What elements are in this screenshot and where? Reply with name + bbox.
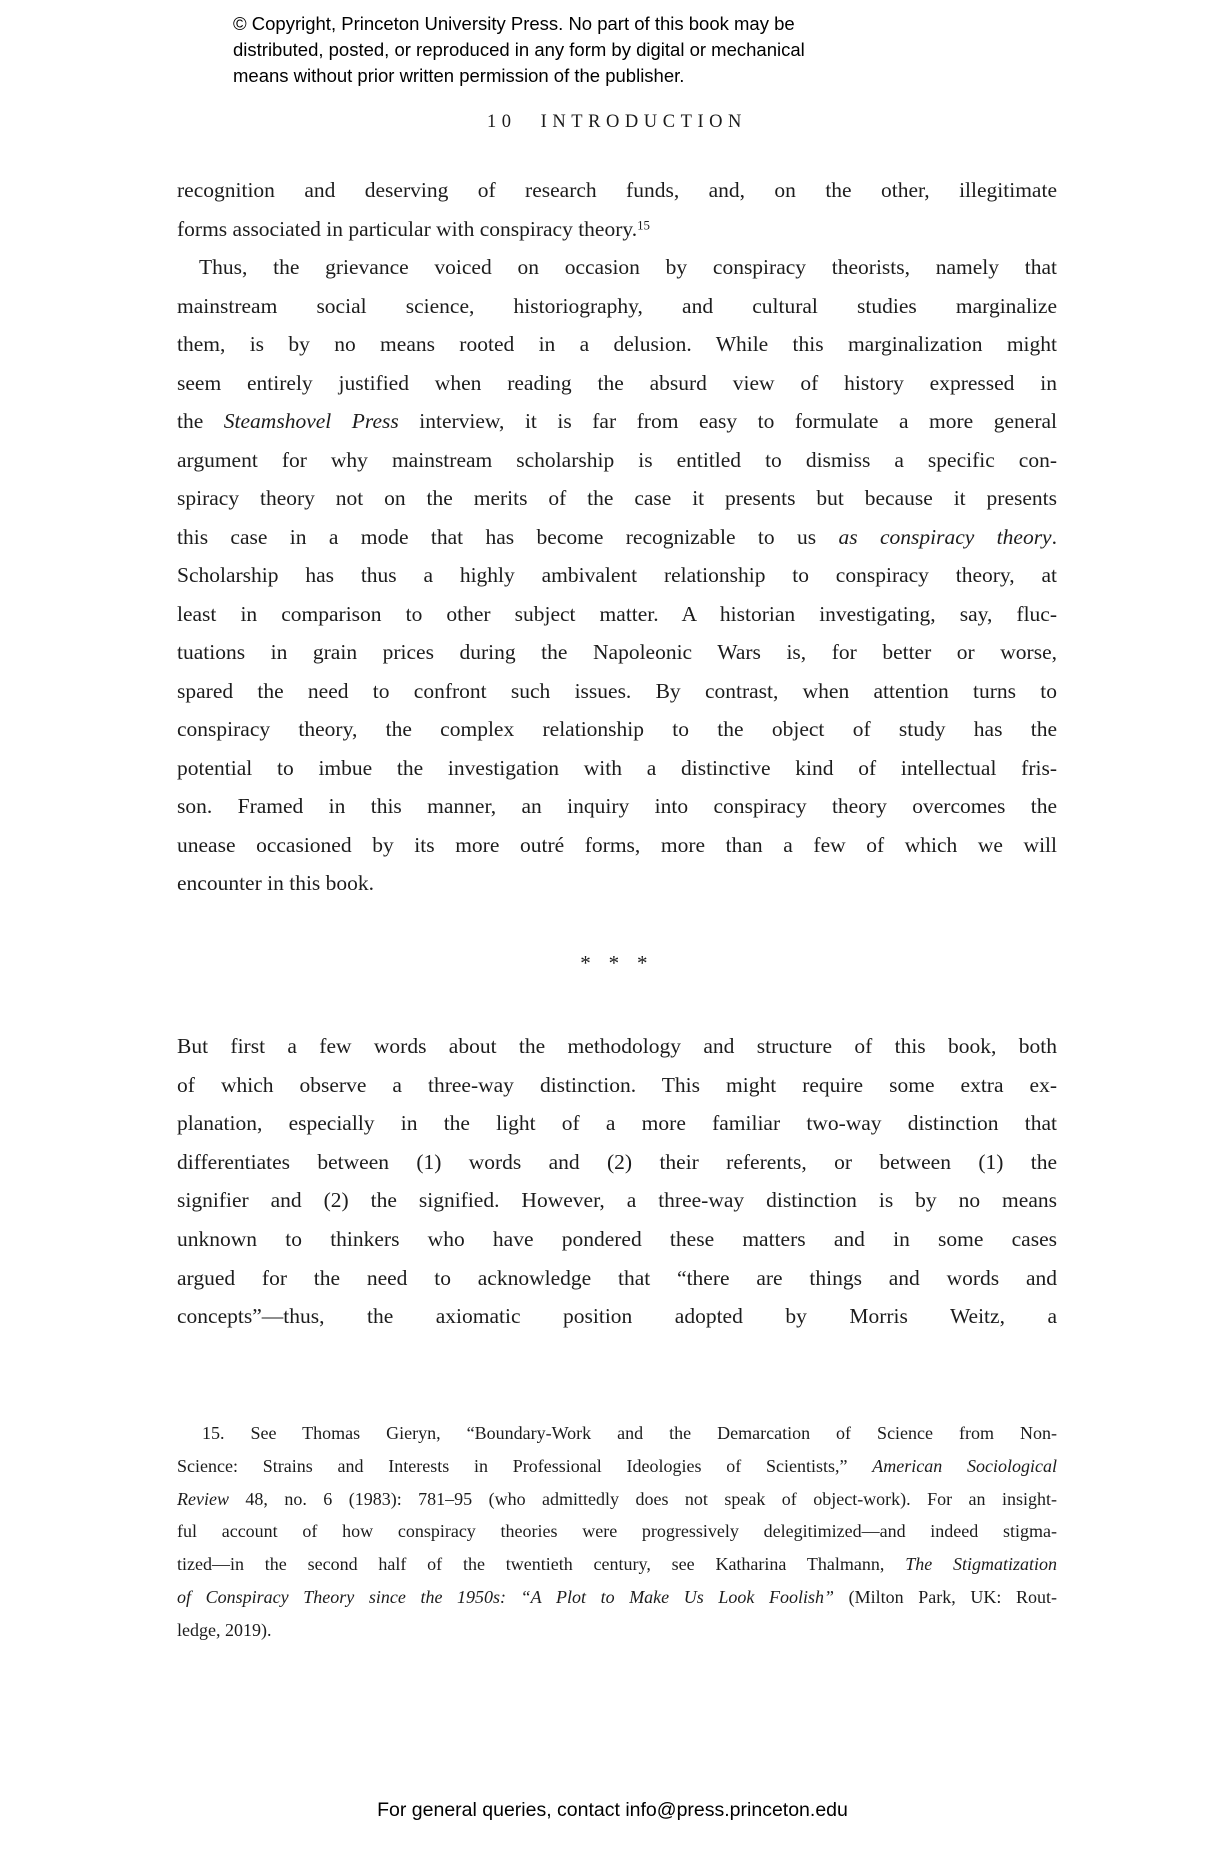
text-segment: ful account of how conspiracy theories were progressively delegitimized—and indeed stigma-: [177, 1521, 1057, 1542]
copyright-line: © Copyright, Princeton University Press. No part of this book may be: [233, 13, 795, 34]
body-text-line: [177, 248, 1057, 287]
footnote-text-line: [177, 1548, 1057, 1581]
text-segment: Scholarship has thus a highly ambivalent relationship to conspiracy theory, at: [177, 563, 1057, 587]
footnote-text-line: [177, 1483, 1057, 1516]
body-text-line: [177, 1220, 1057, 1259]
chapter-title: INTRODUCTION: [540, 112, 747, 132]
text-segment: Science: Strains and Interests in Professional Ideologies of Scientists,”: [177, 1455, 873, 1476]
footer-contact: For general queries, contact info@press.princeton.edu: [377, 1799, 848, 1821]
footnote-text-line: [177, 1614, 1057, 1647]
text-segment: recognition and deserving of research funds, and, on the other, illegitimate: [177, 178, 1057, 202]
body-text-line: [177, 1259, 1057, 1298]
body-text-line: [177, 210, 1057, 249]
text-segment: them, is by no means rooted in a delusion. While this marginalization might: [177, 332, 1057, 356]
body-text-line: [177, 787, 1057, 826]
body-text-line: [177, 556, 1057, 595]
body-text-after-break: [177, 1027, 1057, 1336]
text-segment: as conspiracy theory: [838, 524, 1052, 549]
text-segment: But first a few words about the methodology and structure of this book, both: [177, 1034, 1057, 1058]
text-segment: 48, no. 6 (1983): 781–95 (who admittedly does not speak of object-work). For an insight-: [228, 1488, 1057, 1509]
footnote-text-line: [177, 1450, 1057, 1483]
text-segment: argument for why mainstream scholarship is entitled to dismiss a specific con-: [177, 447, 1057, 472]
text-segment: seem entirely justified when reading the absurd view of history expressed in: [177, 370, 1057, 395]
body-text-line: [177, 364, 1057, 403]
copyright-line: distributed, posted, or reproduced in any form by digital or mechanical: [233, 39, 805, 60]
footnote-text-line: [177, 1417, 1057, 1450]
text-segment: ledge, 2019).: [177, 1619, 272, 1640]
text-segment: spiracy theory not on the merits of the case it presents but because it presents: [177, 486, 1057, 510]
body-text-before-break: [177, 171, 1057, 903]
body-text-line: [177, 710, 1057, 749]
text-segment: unease occasioned by its more outré forms, more than a few of which we will: [177, 832, 1057, 857]
text-segment: potential to imbue the investigation with a distinctive kind of intellectual fris-: [177, 755, 1057, 780]
text-segment: least in comparison to other subject matter. A historian investigating, say, fluc-: [177, 601, 1057, 626]
body-text-line: [177, 633, 1057, 672]
text-segment: Thus, the grievance voiced on occasion by conspiracy theorists, namely that: [199, 255, 1057, 279]
text-segment: concepts”—thus, the axiomatic position adopted by Morris Weitz, a: [177, 1304, 1057, 1329]
body-text-line: [177, 1297, 1057, 1336]
text-segment: The Stigmatization: [905, 1554, 1058, 1575]
text-segment: son. Framed in this manner, an inquiry into conspiracy theory overcomes the: [177, 794, 1057, 818]
body-text-line: [177, 171, 1057, 210]
text-segment: Steamshovel Press: [223, 409, 399, 433]
text-segment: tized—in the second half of the twentieth century, see Katharina Thalmann,: [177, 1554, 906, 1575]
text-segment: mainstream social science, historiography, and cultural studies marginalize: [177, 293, 1057, 318]
copyright-notice: [233, 11, 805, 89]
text-segment: forms associated in particular with conspiracy theory.: [177, 216, 638, 241]
copyright-line: means without prior written permission of the publisher.: [233, 65, 685, 86]
section-break-asterisks: * * *: [580, 951, 654, 975]
body-text-line: [177, 672, 1057, 711]
body-text-line: [177, 479, 1057, 518]
body-text-line: [177, 864, 1057, 903]
footnote-text-line: [177, 1515, 1057, 1548]
text-segment: (Milton Park, UK: Rout-: [834, 1586, 1057, 1607]
running-header: [177, 112, 1057, 133]
text-segment: interview, it is far from easy to formulate a more general: [398, 409, 1057, 433]
text-segment: the: [177, 409, 224, 433]
footnote-text-line: [177, 1581, 1057, 1614]
body-text-line: [177, 287, 1057, 326]
text-segment: differentiates between (1) words and (2) their referents, or between (1) the: [177, 1149, 1057, 1174]
body-text-line: [177, 749, 1057, 788]
text-segment: American Sociological: [872, 1455, 1057, 1476]
text-segment: tuations in grain prices during the Napoleonic Wars is, for better or worse,: [177, 640, 1057, 664]
body-text-line: [177, 1027, 1057, 1066]
body-text-line: [177, 1143, 1057, 1182]
text-segment: spared the need to confront such issues. By contrast, when attention turns to: [177, 678, 1057, 703]
body-text-line: [177, 325, 1057, 364]
text-segment: signifier and (2) the signified. However, a three-way distinction is by no means: [177, 1188, 1057, 1213]
text-segment: 15. See Thomas Gieryn, “Boundary-Work and the Demarcation of Science from Non-: [202, 1423, 1057, 1443]
body-text-line: [177, 1066, 1057, 1105]
text-segment: .: [1051, 524, 1057, 549]
footnote-15: [177, 1417, 1057, 1647]
body-text-line: [177, 441, 1057, 480]
page-number: 10: [487, 112, 517, 132]
footnote-reference: 15: [637, 218, 650, 233]
body-text-line: [177, 518, 1057, 557]
text-segment: encounter in this book.: [177, 871, 375, 895]
text-segment: conspiracy theory, the complex relationship to the object of study has the: [177, 717, 1057, 741]
body-text-line: [177, 402, 1057, 441]
text-segment: planation, especially in the light of a more familiar two-way distinction that: [177, 1111, 1057, 1136]
text-segment: of which observe a three-way distinction. This might require some extra ex-: [177, 1072, 1057, 1097]
body-text-line: [177, 595, 1057, 634]
body-text-line: [177, 826, 1057, 865]
text-segment: this case in a mode that has become recognizable to us: [177, 524, 839, 549]
text-segment: unknown to thinkers who have pondered these matters and in some cases: [177, 1226, 1057, 1251]
body-text-line: [177, 1104, 1057, 1143]
text-segment: of Conspiracy Theory since the 1950s: “A Plot to Make Us Look Foolish”: [177, 1586, 835, 1607]
text-segment: Review: [177, 1488, 229, 1509]
text-segment: argued for the need to acknowledge that “there are things and words and: [177, 1265, 1057, 1290]
body-text-line: [177, 1181, 1057, 1220]
